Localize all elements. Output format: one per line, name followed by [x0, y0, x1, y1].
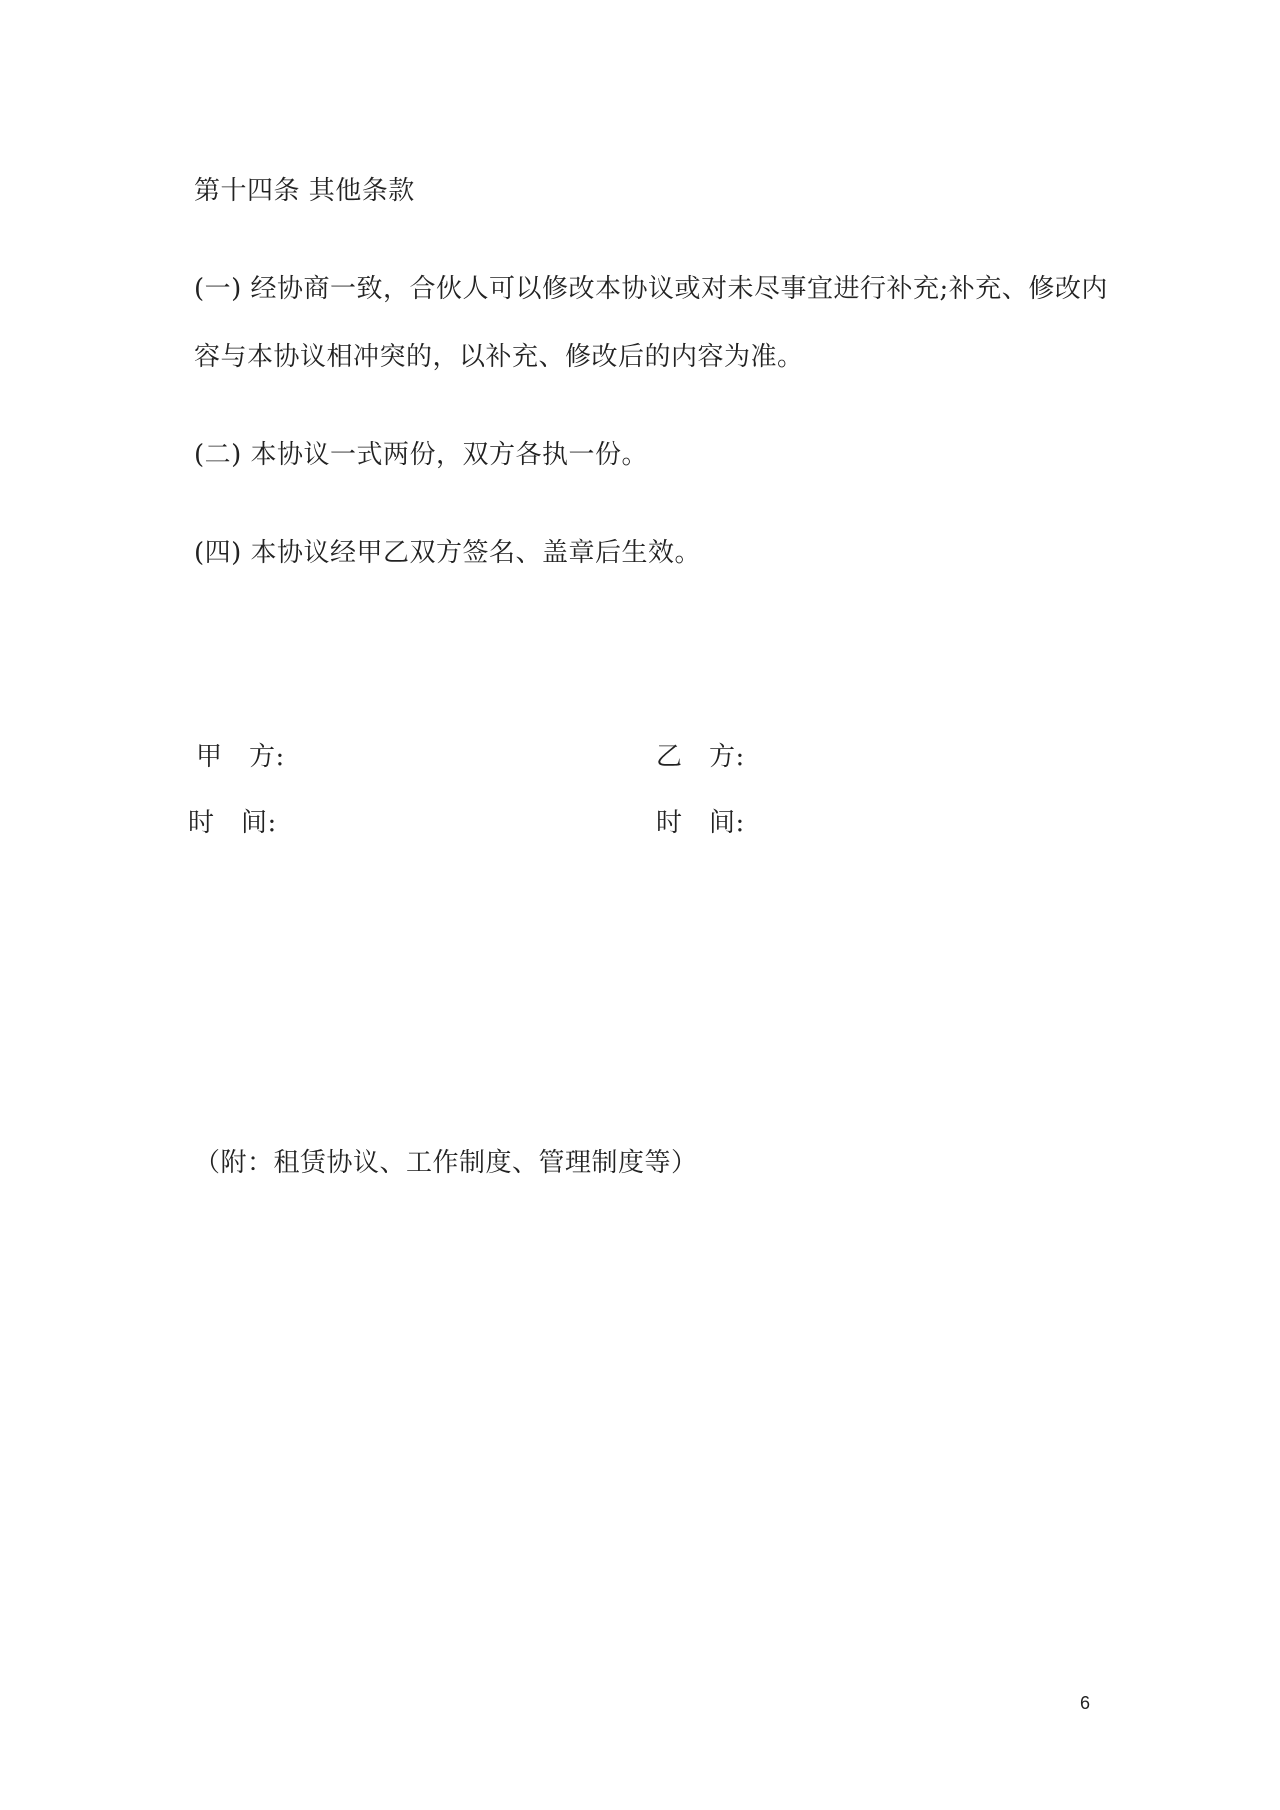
- clause-2: (二) 本协议一式两份，双方各执一份。: [194, 440, 649, 470]
- section-heading: 第十四条 其他条款: [194, 176, 415, 206]
- clause-1-line-1: (一) 经协商一致，合伙人可以修改本协议或对未尽事宜进行补充;补充、修改内: [194, 274, 1108, 304]
- party-a-label: 甲 方:: [196, 742, 285, 772]
- time-b-label: 时 间:: [656, 808, 745, 838]
- time-a-label: 时 间:: [188, 808, 277, 838]
- clause-4: (四) 本协议经甲乙双方签名、盖章后生效。: [194, 538, 702, 568]
- page-number: 6: [1080, 1693, 1091, 1713]
- appendix-note: （附：租赁协议、工作制度、管理制度等）: [194, 1148, 698, 1178]
- clause-1-line-2: 容与本协议相冲突的，以补充、修改后的内容为准。: [194, 342, 804, 372]
- party-b-label: 乙 方:: [656, 742, 745, 772]
